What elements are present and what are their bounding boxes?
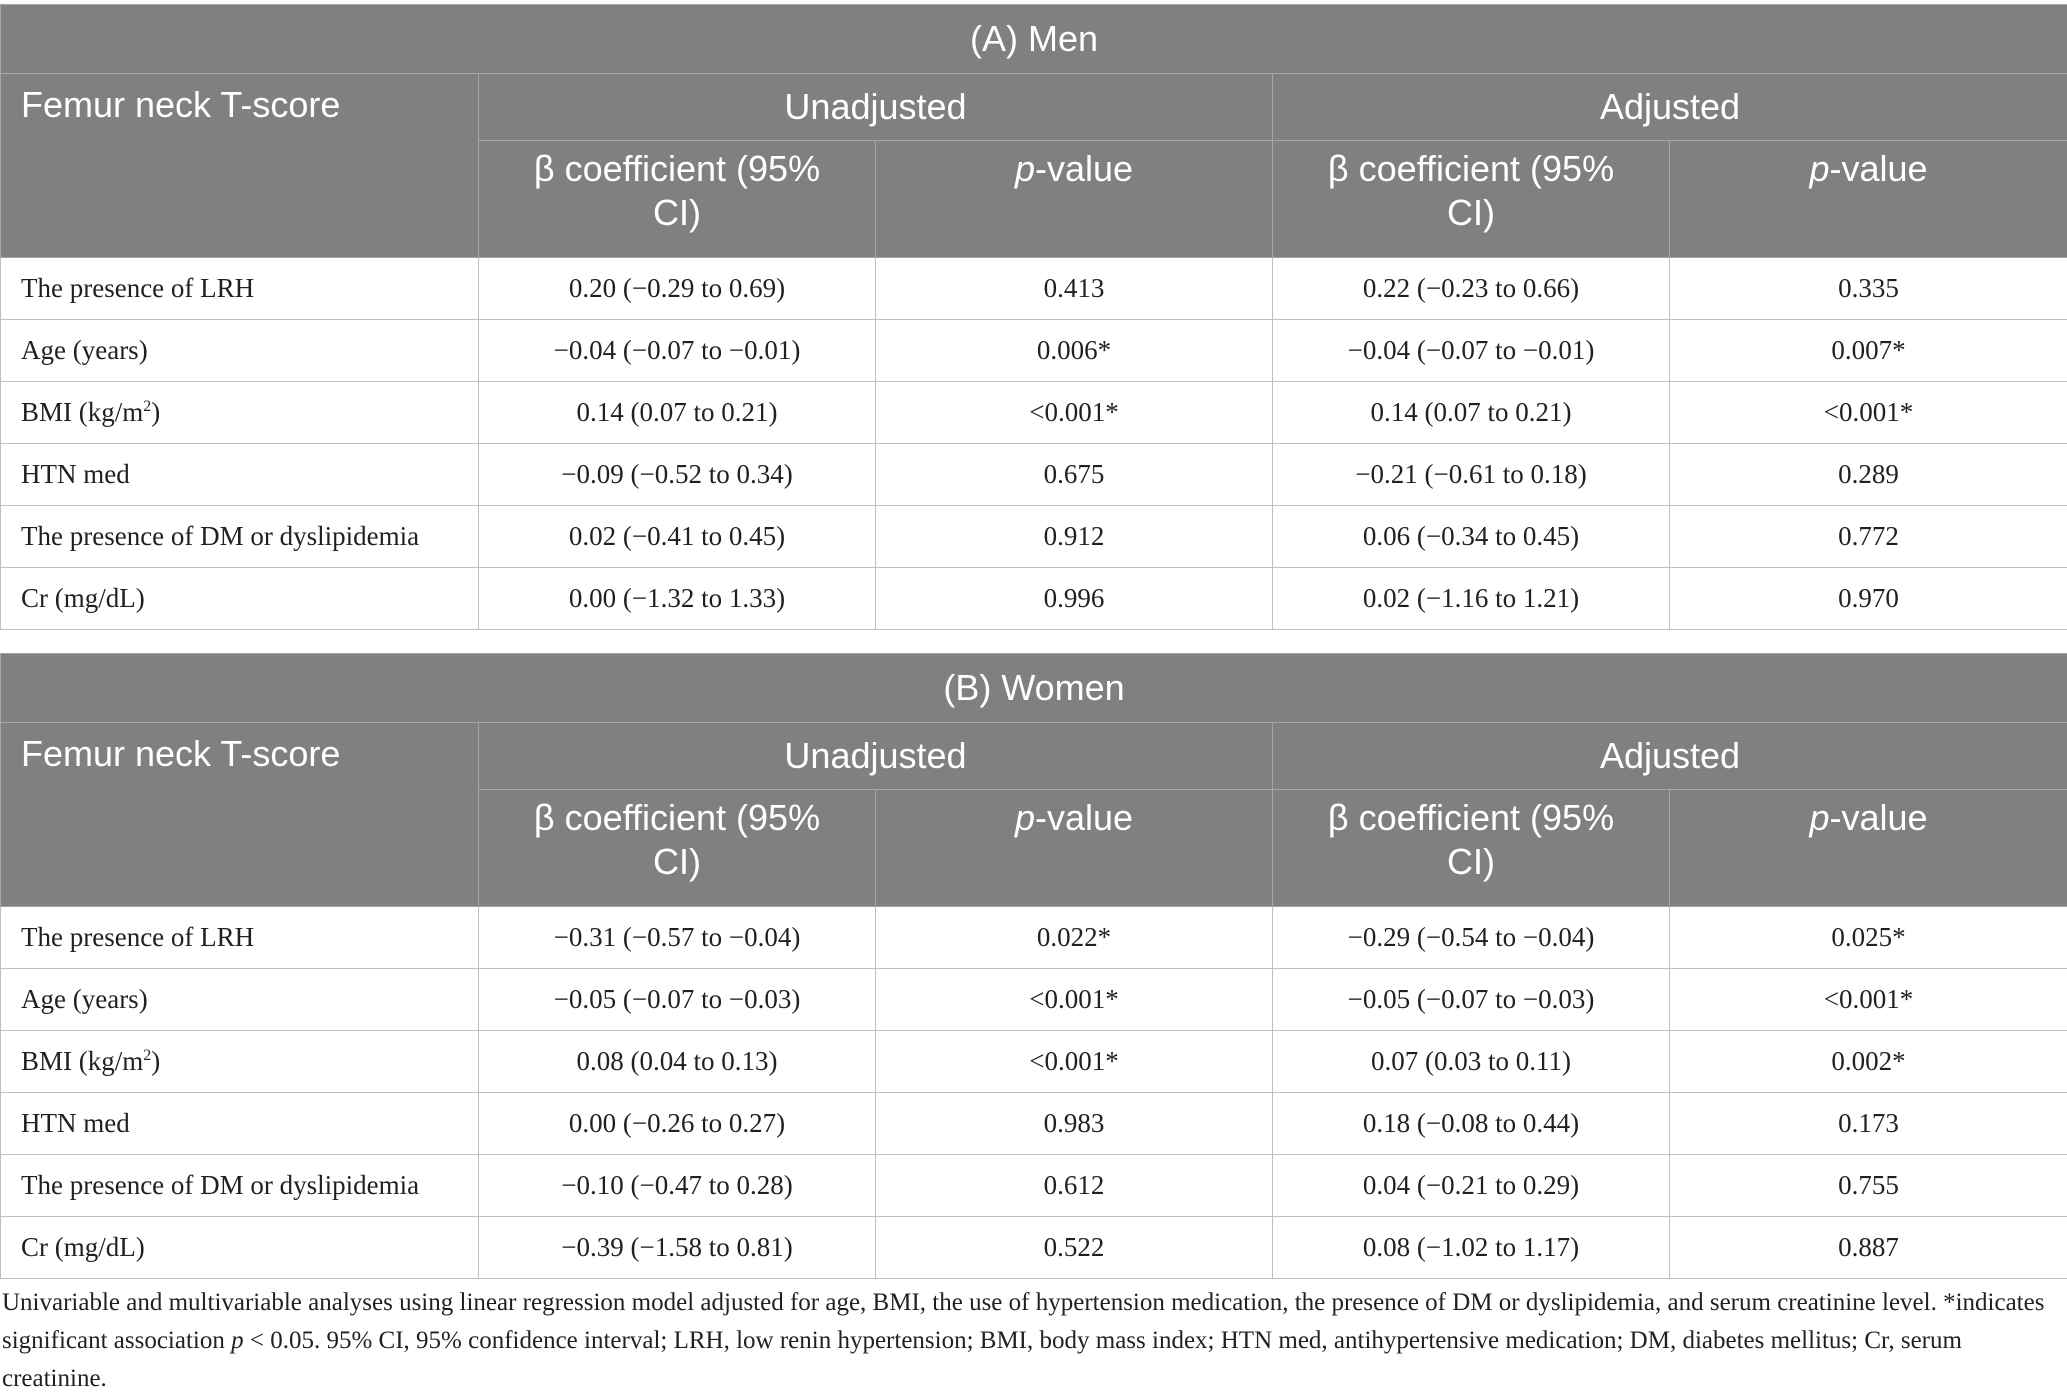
row-label: BMI $(kg/m^2)$ (1, 1031, 479, 1093)
row-label: The presence of LRH (1, 907, 479, 969)
unadjusted-p: <0.001* (876, 382, 1273, 444)
unadjusted-coef: 0.02 (−0.41 to 0.45) (479, 506, 876, 568)
unadjusted-coef: −0.09 (−0.52 to 0.34) (479, 444, 876, 506)
unadjusted-p: 0.675 (876, 444, 1273, 506)
table-title: (B) Women (1, 654, 2067, 723)
adjusted-p: 0.970 (1670, 568, 2067, 630)
adjusted-coef: 0.04 (−0.21 to 0.29) (1273, 1155, 1670, 1217)
unadjusted-p: 0.022* (876, 907, 1273, 969)
unadjusted-coef: 0.00 (−1.32 to 1.33) (479, 568, 876, 630)
table-row (1, 1031, 2067, 1093)
adjusted-coef: 0.08 (−1.02 to 1.17) (1273, 1217, 1670, 1279)
coef-header: β coefficient (95% CI) (1273, 790, 1670, 907)
adjusted-coef: 0.06 (−0.34 to 0.45) (1273, 506, 1670, 568)
table-row (1, 1093, 2067, 1155)
p-value-header: p-value (1670, 790, 2067, 907)
adjusted-coef: 0.02 (−1.16 to 1.21) (1273, 568, 1670, 630)
adjusted-p: 0.772 (1670, 506, 2067, 568)
row-label: Cr (mg/dL) (1, 1217, 479, 1279)
unadjusted-coef: −0.39 (−1.58 to 0.81) (479, 1217, 876, 1279)
group-header-unadjusted: Unadjusted (479, 74, 1273, 141)
coef-header: β coefficient (95% CI) (479, 141, 876, 258)
unadjusted-p: <0.001* (876, 1031, 1273, 1093)
row-header: Femur neck T-score (1, 723, 479, 907)
table-row (1, 1155, 2067, 1217)
table-row (1, 382, 2067, 444)
row-label: Age (years) (1, 969, 479, 1031)
unadjusted-coef: 0.08 (0.04 to 0.13) (479, 1031, 876, 1093)
table-row (1, 258, 2067, 320)
row-label: Age (years) (1, 320, 479, 382)
row-header: Femur neck T-score (1, 74, 479, 258)
row-label: HTN med (1, 1093, 479, 1155)
coef-header: β coefficient (95% CI) (479, 790, 876, 907)
adjusted-p: 0.755 (1670, 1155, 2067, 1217)
unadjusted-coef: 0.20 (−0.29 to 0.69) (479, 258, 876, 320)
table-row (1, 568, 2067, 630)
adjusted-coef: −0.21 (−0.61 to 0.18) (1273, 444, 1670, 506)
unadjusted-p: 0.413 (876, 258, 1273, 320)
adjusted-p: 0.002* (1670, 1031, 2067, 1093)
p-value-header: p-value (876, 790, 1273, 907)
unadjusted-coef: −0.05 (−0.07 to −0.03) (479, 969, 876, 1031)
unadjusted-coef: −0.04 (−0.07 to −0.01) (479, 320, 876, 382)
unadjusted-p: 0.006* (876, 320, 1273, 382)
adjusted-p: 0.007* (1670, 320, 2067, 382)
table-row (1, 1217, 2067, 1279)
adjusted-coef: 0.14 (0.07 to 0.21) (1273, 382, 1670, 444)
adjusted-p: 0.887 (1670, 1217, 2067, 1279)
adjusted-p: <0.001* (1670, 969, 2067, 1031)
table-row (1, 320, 2067, 382)
row-label: BMI $(kg/m^2)$ (1, 382, 479, 444)
table-row (1, 506, 2067, 568)
unadjusted-p: 0.522 (876, 1217, 1273, 1279)
table-title: (A) Men (1, 5, 2067, 74)
adjusted-coef: −0.29 (−0.54 to −0.04) (1273, 907, 1670, 969)
group-header-adjusted: Adjusted (1273, 723, 2067, 790)
adjusted-coef: 0.07 (0.03 to 0.11) (1273, 1031, 1670, 1093)
unadjusted-coef: 0.14 (0.07 to 0.21) (479, 382, 876, 444)
p-value-header: p-value (1670, 141, 2067, 258)
row-label: Cr (mg/dL) (1, 568, 479, 630)
table-row (1, 444, 2067, 506)
group-header-adjusted: Adjusted (1273, 74, 2067, 141)
row-label: The presence of DM or dyslipidemia (1, 506, 479, 568)
table-men (0, 4, 2067, 630)
adjusted-coef: 0.22 (−0.23 to 0.66) (1273, 258, 1670, 320)
unadjusted-p: 0.996 (876, 568, 1273, 630)
row-label: The presence of DM or dyslipidemia (1, 1155, 479, 1217)
adjusted-p: 0.025* (1670, 907, 2067, 969)
coef-header: β coefficient (95% CI) (1273, 141, 1670, 258)
unadjusted-coef: 0.00 (−0.26 to 0.27) (479, 1093, 876, 1155)
unadjusted-p: 0.612 (876, 1155, 1273, 1217)
unadjusted-p: <0.001* (876, 969, 1273, 1031)
adjusted-p: <0.001* (1670, 382, 2067, 444)
table-row (1, 907, 2067, 969)
adjusted-coef: −0.04 (−0.07 to −0.01) (1273, 320, 1670, 382)
adjusted-p: 0.289 (1670, 444, 2067, 506)
unadjusted-coef: −0.10 (−0.47 to 0.28) (479, 1155, 876, 1217)
row-label: HTN med (1, 444, 479, 506)
adjusted-p: 0.335 (1670, 258, 2067, 320)
adjusted-coef: 0.18 (−0.08 to 0.44) (1273, 1093, 1670, 1155)
unadjusted-p: 0.983 (876, 1093, 1273, 1155)
table-women (0, 653, 2067, 1279)
p-value-header: p-value (876, 141, 1273, 258)
unadjusted-coef: −0.31 (−0.57 to −0.04) (479, 907, 876, 969)
unadjusted-p: 0.912 (876, 506, 1273, 568)
adjusted-p: 0.173 (1670, 1093, 2067, 1155)
group-header-unadjusted: Unadjusted (479, 723, 1273, 790)
table-row (1, 969, 2067, 1031)
row-label: The presence of LRH (1, 258, 479, 320)
adjusted-coef: −0.05 (−0.07 to −0.03) (1273, 969, 1670, 1031)
table-footnote: Univariable and multivariable analyses using linear regression model adjusted for age, BMI, the use of hypertension medication, the presence of DM or dyslipidemia, and serum creatinine level. *indicates significant association p < 0.05. 95% CI, 95% confidence interval; LRH, low renin hypertension; BMI, body mass index; HTN med, antihypertensive medication; DM, diabetes mellitus; Cr, serum creatinine. (2, 1289, 2045, 1392)
